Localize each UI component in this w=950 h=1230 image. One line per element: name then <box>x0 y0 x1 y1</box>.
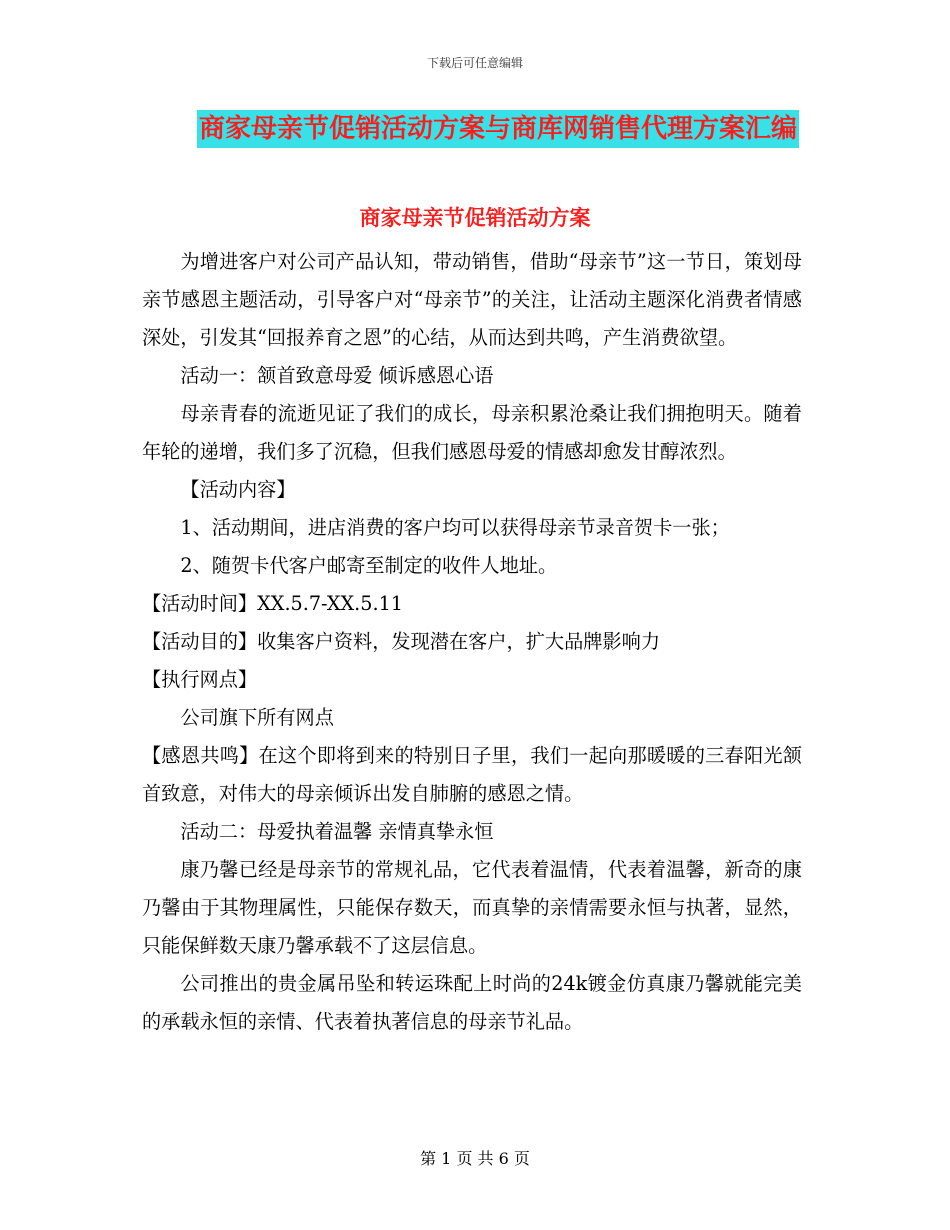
paragraph: 【感恩共鸣】在这个即将到来的特别日子里，我们一起向那暖暖的三春阳光颔首致意，对伟大的母亲倾诉出发自肺腑的感恩之情。 <box>142 744 802 805</box>
paragraph: 公司推出的贵金属吊坠和转运珠配上时尚的24k镀金仿真康乃馨就能完美的承载永恒的亲情、代表着执著信息的母亲节礼品。 <box>142 972 802 1033</box>
activity-heading: 活动二：母爱执着温馨 亲情真挚永恒 <box>180 820 494 843</box>
page-footer: 第 1 页 共 6 页 <box>420 1149 530 1168</box>
activity-time: 【活动时间】XX.5.7-XX.5.11 <box>142 592 403 615</box>
activity-purpose: 【活动目的】收集客户资料，发现潜在客户，扩大品牌影响力 <box>142 630 661 653</box>
subheading: 【活动内容】 <box>180 478 296 501</box>
list-item: 2、随贺卡代客户邮寄至制定的收件人地址。 <box>180 554 558 577</box>
subheading: 【执行网点】 <box>142 668 258 691</box>
paragraph: 康乃馨已经是母亲节的常规礼品，它代表着温情，代表着温馨，新奇的康乃馨由于其物理属性，只能保存数天，而真挚的亲情需要永恒与执著，显然，只能保鲜数天康乃馨承载不了这层信息。 <box>142 858 802 957</box>
paragraph: 母亲青春的流逝见证了我们的成长，母亲积累沧桑让我们拥抱明天。随着年轮的递增，我们多了沉稳，但我们感恩母爱的情感却愈发甘醇浓烈。 <box>142 402 802 463</box>
paragraph: 公司旗下所有网点 <box>180 706 334 729</box>
list-item: 1、活动期间，进店消费的客户均可以获得母亲节录音贺卡一张； <box>180 516 730 539</box>
document-title-container <box>0 110 950 148</box>
paragraph: 为增进客户对公司产品认知，带动销售，借助“母亲节”这一节日，策划母亲节感恩主题活动，引导客户对“母亲节”的关注，让活动主题深化消费者情感深处，引发其“回报养育之恩”的心结，从而达到共鸣，产生消费欲望。 <box>142 250 802 349</box>
document-body <box>142 243 802 1041</box>
activity-heading: 活动一：颔首致意母爱 倾诉感恩心语 <box>180 364 494 387</box>
document-title: 商家母亲节促销活动方案与商库网销售代理方案汇编 <box>197 110 799 148</box>
section-title: 商家母亲节促销活动方案 <box>359 205 591 230</box>
header-note: 下载后可任意编辑 <box>426 56 523 70</box>
